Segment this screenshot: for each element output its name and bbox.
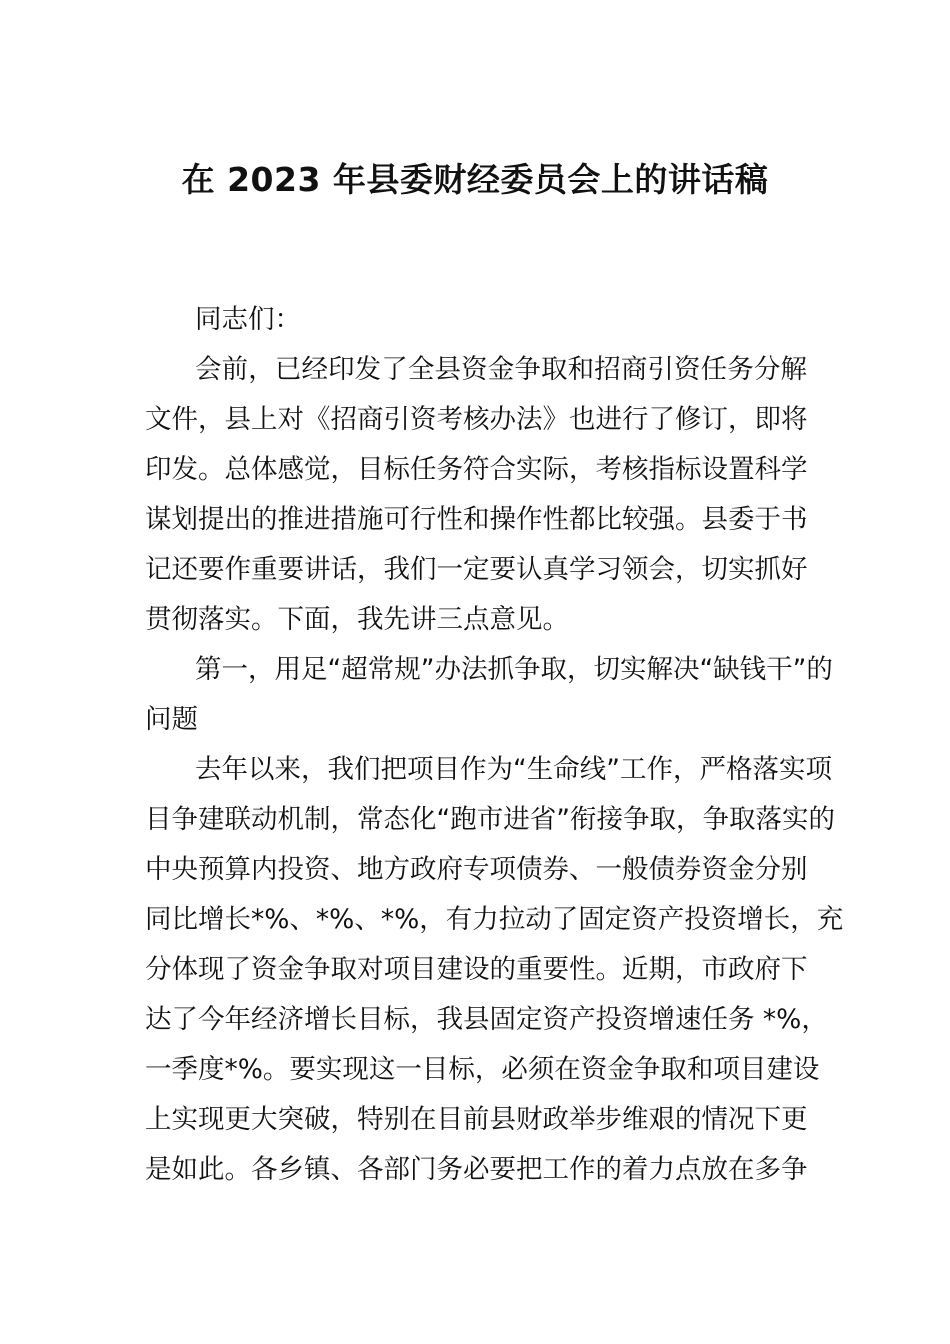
body-line: 文件，县上对《招商引资考核办法》也进行了修订，即将	[145, 404, 808, 435]
body-line: 会前，已经印发了全县资金争取和招商引资任务分解	[195, 354, 807, 385]
body-line: 印发。总体感觉，目标任务符合实际，考核指标设置科学	[145, 454, 808, 485]
body-line: 贯彻落实。下面，我先讲三点意见。	[145, 604, 569, 635]
body-line: 去年以来，我们把项目作为“生命线”工作，严格落实项	[195, 754, 832, 785]
body-line: 分体现了资金争取对项目建设的重要性。近期，市政府下	[145, 954, 808, 985]
body-line: 中央预算内投资、地方政府专项债券、一般债券资金分别	[145, 854, 808, 885]
body-line: 同比增长*%、*%、*%，有力拉动了固定资产投资增长，充	[145, 904, 844, 935]
body-line: 记还要作重要讲话，我们一定要认真学习领会，切实抓好	[145, 554, 808, 585]
body-line: 目争建联动机制，常态化“跑市进省”衔接争取，争取落实的	[145, 804, 835, 835]
body-line: 是如此。各乡镇、各部门务必要把工作的着力点放在多争	[145, 1154, 808, 1185]
body-line: 一季度*%。要实现这一目标，必须在资金争取和项目建设	[145, 1054, 820, 1085]
body-line: 达了今年经济增长目标，我县固定资产投资增速任务 *%，	[145, 1004, 828, 1035]
section-heading-line: 问题	[145, 704, 198, 735]
section-heading-line: 第一，用足“超常规”办法抓争取，切实解决“缺钱干”的	[195, 654, 833, 685]
salutation-line: 同志们：	[195, 304, 301, 335]
document-title: 在 2023 年县委财经委员会上的讲话稿	[181, 160, 769, 199]
body-line: 上实现更大突破，特别在目前县财政举步维艰的情况下更	[145, 1104, 808, 1135]
body-line: 谋划提出的推进措施可行性和操作性都比较强。县委于书	[145, 504, 808, 535]
